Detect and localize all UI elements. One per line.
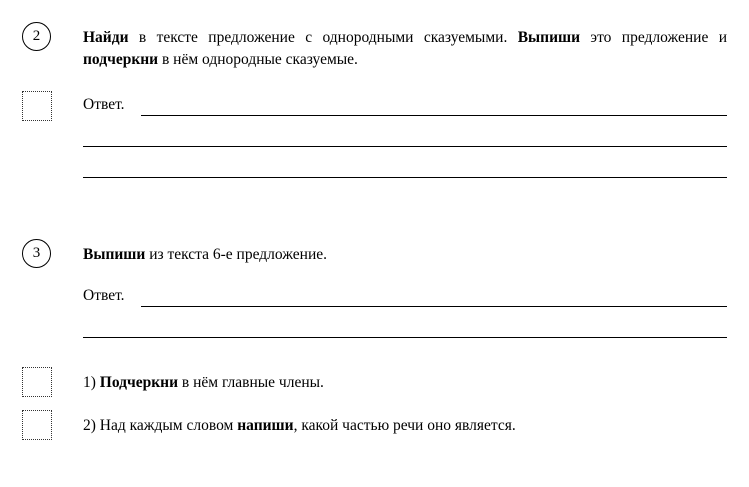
text-run: подчеркни (83, 51, 159, 68)
task-3-answer-line-1[interactable] (141, 306, 727, 307)
task-2-answer-label: Ответ. (83, 96, 125, 113)
task-3-answer-line-2[interactable] (83, 337, 727, 338)
task-2-prompt (83, 27, 727, 71)
task-2-answer-line-3[interactable] (83, 177, 727, 178)
task-3-subitem-1 (83, 372, 324, 394)
text-run: 1) (83, 374, 100, 391)
task-2-number: 2 (22, 22, 51, 51)
task-3-number: 3 (22, 239, 51, 268)
task-2-answer-line-2[interactable] (83, 146, 727, 147)
text-run: Выпиши (517, 29, 581, 46)
text-run: Выпиши (83, 246, 146, 263)
text-run: Подчеркни (99, 374, 179, 391)
task-3-subitem-2 (83, 415, 516, 437)
text-run: в тексте предложение с однородными сказуемыми. (128, 29, 518, 46)
text-run: в нём главные члены. (178, 374, 324, 391)
text-run: это предложение и (580, 29, 728, 46)
text-run: напиши (237, 417, 294, 434)
text-run: в нём однородные сказуемые. (158, 51, 358, 68)
task-3-prompt (83, 244, 727, 266)
task-3-subitem-2-score-box[interactable] (22, 410, 52, 440)
text-run: Найди (83, 29, 129, 46)
text-run: 2) Над каждым словом (83, 417, 238, 434)
task-3-answer-label: Ответ. (83, 287, 125, 304)
text-run: из текста 6-е предложение. (145, 246, 327, 263)
task-3-subitem-1-score-box[interactable] (22, 367, 52, 397)
text-run: , какой частью речи оно является. (293, 417, 516, 434)
task-2-score-box[interactable] (22, 91, 52, 121)
task-2-answer-line-1[interactable] (141, 115, 727, 116)
